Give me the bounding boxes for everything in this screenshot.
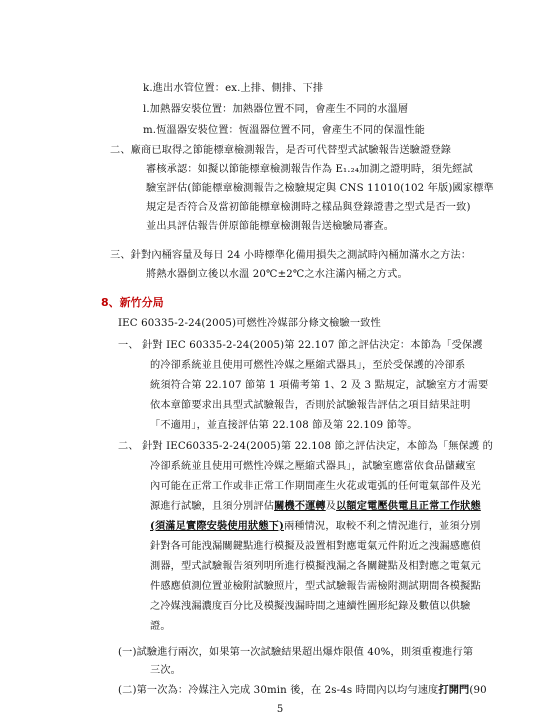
sub2-text: (二)第一次為：冷媒注入完成 30min 後，在 2s-4s 時間內以均勻速度 [118,685,439,696]
item-2-line: 規定是否符合及當初節能標章檢測時之樣品與登錄證書之型式是否一致) [146,202,471,213]
p1-line: 「不適用」，並直接評估第 22.108 節及第 22.109 節等。 [150,420,418,431]
item-2-line: 二、廠商已取得之節能標章檢測報告，是否可代替型式試驗報告送驗證登錄 [110,145,452,156]
p2-text: 兩種情況，取較不利之情況進行，並須分別 [284,521,481,532]
item-2-line: 審核承認：如擬以節能標章檢測報告作為 E₁.₂₄加測之證明時，須先經試 [146,164,473,175]
sub1-line: 三次。 [150,665,182,676]
p2-line: 冷卻系統並且使用可燃性冷媒之壓縮式器具」，試驗室應當依食品儲藏室 [150,461,476,472]
item-l: l.加熱器安裝位置：加熱器位置不同，會產生不同的水溫層 [143,104,409,115]
emphasis-text: (須滿足實際安裝使用狀態下) [150,520,284,532]
section-subtitle: IEC 60335-2-24(2005)可燃性冷媒部分條文檢驗一致性 [118,318,381,329]
item-2-line: 驗室評估(節能標章檢測報告之檢驗規定與 CNS 11010(102 年版)國家標準 [146,183,494,194]
p2-line: 二、 針對 IEC60335-2-24(2005)第 22.108 節之評估決定，本節為「無保護 的 [118,441,493,452]
p2-line: 內可能在正常工作或非正常工作期間產生火花或電弧的任何電氣部件及光 [150,481,481,492]
sub1-line: (一)試驗進行兩次，如果第一次試驗結果超出爆炸限值 40%，則須重複進行第 [118,647,474,658]
item-2-line: 並出具評估報告併原節能標章檢測報告送檢驗局審查。 [146,221,395,232]
item-3-line: 將熱水器倒立後以水溫 20℃±2℃之水注滿內桶之方式。 [146,269,408,280]
p1-line: 一、 針對 IEC 60335-2-24(2005)第 22.107 節之評估決定：本節為「受保護 [118,340,483,351]
emphasis-text: 打開門 [438,684,470,696]
p1-line: 統須符合第 22.107 節第 1 項備考第 1、2 及 3 點規定，試驗室方才需要 [150,380,489,391]
p2-line: 針對各可能洩漏關鍵點進行模擬及設置相對應電氣元件附近之洩漏感應偵 [150,541,481,552]
page-number: 5 [276,704,284,715]
p2-line: 件感應偵測位置並檢附試驗照片，型式試驗報告需檢附測試期間各模擬點 [150,581,481,592]
p2-line: 證。 [150,621,171,632]
p1-line: 的冷卻系統並且使用可燃性冷媒之壓縮式器具」，至於受保護的冷卻系 [150,360,466,371]
sub2-line [118,684,487,697]
p2-line [150,500,481,513]
item-3-line: 三、針對內桶容量及每日 24 小時標準化備用損失之測試時內桶加滿水之方法： [110,250,472,261]
p2-line: 之冷媒洩漏濃度百分比及模擬洩漏時間之連續性圖形紀錄及數值以供驗 [150,601,471,612]
emphasis-text: 以額定電壓供電且正常工作狀態 [336,500,481,512]
p2-line: 測器，型式試驗報告須列明所進行模擬洩漏之各關鍵點及相對應之電氣元 [150,561,481,572]
p2-text: 及 [325,501,337,512]
sub2-text: (90 [469,685,487,696]
section-heading: 8、新竹分局 [101,296,164,309]
item-k: k.進出水管位置：ex.上排、側排、下排 [143,83,324,94]
item-m: m.恆溫器安裝位置：恆溫器位置不同，會產生不同的保溫性能 [143,125,425,136]
p1-line: 依本章節要求出具型式試驗報告，否則於試驗報告評估之項目結果註明 [150,400,471,411]
p2-line [150,520,480,533]
emphasis-text: 關機不運轉 [274,500,326,512]
p2-text: 源進行試驗，且須分別評估 [150,501,275,512]
